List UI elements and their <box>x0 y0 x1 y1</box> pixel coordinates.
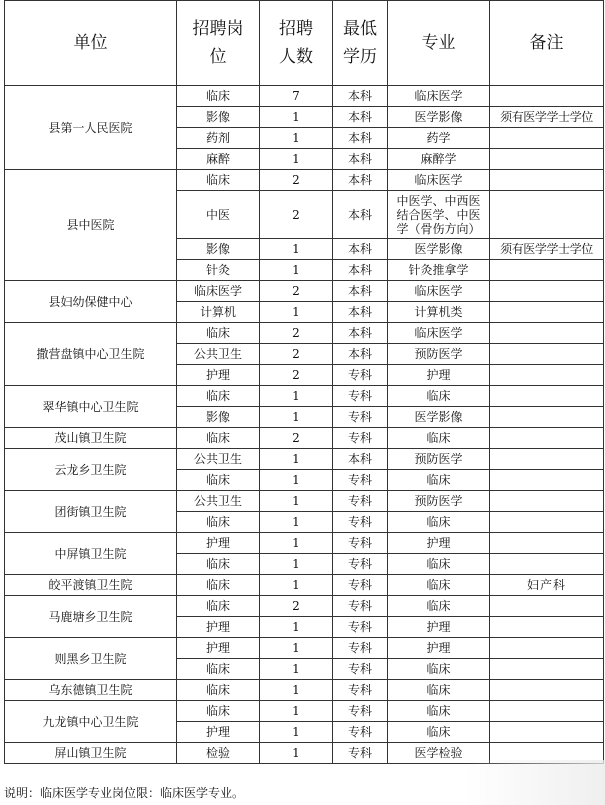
table-row <box>5 701 604 722</box>
major-cell: 预防医学 <box>388 449 490 470</box>
education-cell: 专科 <box>333 365 388 386</box>
post-cell: 护理 <box>177 638 260 659</box>
education-cell: 专科 <box>333 659 388 680</box>
education-cell: 专科 <box>333 617 388 638</box>
education-cell: 本科 <box>333 323 388 344</box>
note-cell <box>490 170 604 191</box>
major-cell: 临床 <box>388 470 490 491</box>
count-cell: 2 <box>260 344 333 365</box>
major-cell: 临床医学 <box>388 86 490 107</box>
education-cell: 专科 <box>333 575 388 596</box>
major-cell: 预防医学 <box>388 491 490 512</box>
education-cell: 本科 <box>333 239 388 260</box>
table-row <box>5 86 604 107</box>
count-cell: 2 <box>260 281 333 302</box>
major-cell: 预防医学 <box>388 344 490 365</box>
note-cell <box>490 86 604 107</box>
table-row <box>5 386 604 407</box>
count-cell: 1 <box>260 128 333 149</box>
unit-cell: 则黑乡卫生院 <box>5 638 177 680</box>
table-row <box>5 638 604 659</box>
count-cell: 1 <box>260 617 333 638</box>
post-cell: 临床 <box>177 554 260 575</box>
major-cell: 临床 <box>388 701 490 722</box>
note-cell <box>490 638 604 659</box>
education-cell: 本科 <box>333 86 388 107</box>
education-cell: 本科 <box>333 302 388 323</box>
post-cell: 临床 <box>177 428 260 449</box>
count-cell: 1 <box>260 107 333 128</box>
post-cell: 公共卫生 <box>177 491 260 512</box>
major-cell: 护理 <box>388 533 490 554</box>
post-cell: 护理 <box>177 365 260 386</box>
header-count: 招聘人数 <box>260 1 333 86</box>
count-cell: 1 <box>260 491 333 512</box>
unit-cell: 撒营盘镇中心卫生院 <box>5 323 177 386</box>
post-cell: 中医 <box>177 191 260 239</box>
major-cell: 护理 <box>388 617 490 638</box>
education-cell: 专科 <box>333 596 388 617</box>
major-cell: 计算机类 <box>388 302 490 323</box>
table-row <box>5 680 604 701</box>
note-cell <box>490 149 604 170</box>
post-cell: 临床 <box>177 386 260 407</box>
count-cell: 1 <box>260 659 333 680</box>
note-cell <box>490 128 604 149</box>
post-cell: 针灸 <box>177 260 260 281</box>
post-cell: 检验 <box>177 743 260 764</box>
table-row <box>5 323 604 344</box>
post-cell: 临床 <box>177 701 260 722</box>
count-cell: 7 <box>260 86 333 107</box>
education-cell: 专科 <box>333 512 388 533</box>
note-cell <box>490 428 604 449</box>
count-cell: 1 <box>260 533 333 554</box>
unit-cell: 县第一人民医院 <box>5 86 177 170</box>
note-cell: 须有医学学士学位 <box>490 107 604 128</box>
count-cell: 1 <box>260 407 333 428</box>
post-cell: 临床 <box>177 659 260 680</box>
post-cell: 临床医学 <box>177 281 260 302</box>
count-cell: 2 <box>260 365 333 386</box>
major-cell: 临床医学 <box>388 323 490 344</box>
education-cell: 本科 <box>333 149 388 170</box>
education-cell: 本科 <box>333 281 388 302</box>
count-cell: 1 <box>260 701 333 722</box>
education-cell: 专科 <box>333 680 388 701</box>
major-cell: 临床 <box>388 386 490 407</box>
note-cell <box>490 386 604 407</box>
note-cell <box>490 722 604 743</box>
unit-cell: 县妇幼保健中心 <box>5 281 177 323</box>
note-cell <box>490 617 604 638</box>
unit-cell: 县中医院 <box>5 170 177 281</box>
table-row <box>5 491 604 512</box>
education-cell: 专科 <box>333 743 388 764</box>
education-cell: 本科 <box>333 128 388 149</box>
unit-cell: 九龙镇中心卫生院 <box>5 701 177 743</box>
major-cell: 中医学、中西医结合医学、中医学（骨伤方向） <box>388 191 490 239</box>
count-cell: 2 <box>260 596 333 617</box>
note-cell <box>490 260 604 281</box>
note-cell <box>490 407 604 428</box>
major-cell: 针灸推拿学 <box>388 260 490 281</box>
count-cell: 1 <box>260 638 333 659</box>
post-cell: 临床 <box>177 512 260 533</box>
header-education: 最低学历 <box>333 1 388 86</box>
major-cell: 临床 <box>388 554 490 575</box>
post-cell: 临床 <box>177 86 260 107</box>
note-cell <box>490 512 604 533</box>
unit-cell: 茂山镇卫生院 <box>5 428 177 449</box>
note-cell <box>490 191 604 239</box>
major-cell: 临床 <box>388 680 490 701</box>
post-cell: 护理 <box>177 722 260 743</box>
count-cell: 1 <box>260 722 333 743</box>
education-cell: 专科 <box>333 533 388 554</box>
header-unit: 单位 <box>5 1 177 86</box>
table-body <box>5 86 604 764</box>
note-cell: 妇产科 <box>490 575 604 596</box>
count-cell: 1 <box>260 554 333 575</box>
post-cell: 临床 <box>177 680 260 701</box>
count-cell: 1 <box>260 575 333 596</box>
major-cell: 护理 <box>388 638 490 659</box>
major-cell: 临床 <box>388 512 490 533</box>
major-cell: 临床医学 <box>388 281 490 302</box>
education-cell: 本科 <box>333 170 388 191</box>
unit-cell: 中屏镇卫生院 <box>5 533 177 575</box>
major-cell: 医学影像 <box>388 407 490 428</box>
unit-cell: 团街镇卫生院 <box>5 491 177 533</box>
education-cell: 专科 <box>333 386 388 407</box>
note-cell <box>490 491 604 512</box>
post-cell: 临床 <box>177 323 260 344</box>
count-cell: 2 <box>260 323 333 344</box>
major-cell: 临床 <box>388 596 490 617</box>
post-cell: 临床 <box>177 575 260 596</box>
recruitment-table <box>4 0 604 764</box>
post-cell: 药剂 <box>177 128 260 149</box>
post-cell: 临床 <box>177 596 260 617</box>
header-post: 招聘岗位 <box>177 1 260 86</box>
major-cell: 护理 <box>388 365 490 386</box>
table-header-row <box>5 1 604 86</box>
major-cell: 医学检验 <box>388 743 490 764</box>
education-cell: 本科 <box>333 107 388 128</box>
post-cell: 公共卫生 <box>177 344 260 365</box>
post-cell: 影像 <box>177 407 260 428</box>
post-cell: 临床 <box>177 470 260 491</box>
post-cell: 计算机 <box>177 302 260 323</box>
note-cell <box>490 680 604 701</box>
post-cell: 公共卫生 <box>177 449 260 470</box>
table-row <box>5 575 604 596</box>
unit-cell: 乌东德镇卫生院 <box>5 680 177 701</box>
header-note: 备注 <box>490 1 604 86</box>
post-cell: 临床 <box>177 170 260 191</box>
note-cell <box>490 596 604 617</box>
major-cell: 医学影像 <box>388 107 490 128</box>
note-cell <box>490 323 604 344</box>
note-cell <box>490 344 604 365</box>
unit-cell: 屏山镇卫生院 <box>5 743 177 764</box>
post-cell: 护理 <box>177 533 260 554</box>
education-cell: 专科 <box>333 638 388 659</box>
note-cell <box>490 743 604 764</box>
major-cell: 临床 <box>388 428 490 449</box>
education-cell: 专科 <box>333 554 388 575</box>
unit-cell: 翠华镇中心卫生院 <box>5 386 177 428</box>
table-row <box>5 596 604 617</box>
count-cell: 2 <box>260 191 333 239</box>
major-cell: 临床医学 <box>388 170 490 191</box>
unit-cell: 云龙乡卫生院 <box>5 449 177 491</box>
post-cell: 影像 <box>177 239 260 260</box>
post-cell: 护理 <box>177 617 260 638</box>
count-cell: 1 <box>260 386 333 407</box>
table-row <box>5 170 604 191</box>
count-cell: 1 <box>260 512 333 533</box>
education-cell: 专科 <box>333 407 388 428</box>
education-cell: 专科 <box>333 722 388 743</box>
note-cell <box>490 470 604 491</box>
table-row <box>5 449 604 470</box>
major-cell: 临床 <box>388 722 490 743</box>
footnote: 说明：临床医学专业岗位限：临床医学专业。 <box>4 786 245 800</box>
major-cell: 临床 <box>388 575 490 596</box>
education-cell: 本科 <box>333 191 388 239</box>
note-cell <box>490 281 604 302</box>
count-cell: 1 <box>260 260 333 281</box>
note-cell <box>490 365 604 386</box>
note-cell <box>490 659 604 680</box>
education-cell: 本科 <box>333 260 388 281</box>
count-cell: 1 <box>260 743 333 764</box>
education-cell: 专科 <box>333 428 388 449</box>
major-cell: 医学影像 <box>388 239 490 260</box>
count-cell: 2 <box>260 170 333 191</box>
major-cell: 临床 <box>388 659 490 680</box>
header-major: 专业 <box>388 1 490 86</box>
count-cell: 1 <box>260 449 333 470</box>
note-cell <box>490 701 604 722</box>
note-cell <box>490 554 604 575</box>
post-cell: 影像 <box>177 107 260 128</box>
note-cell: 须有医学学士学位 <box>490 239 604 260</box>
post-cell: 麻醉 <box>177 149 260 170</box>
note-cell <box>490 302 604 323</box>
recruitment-table-container <box>4 0 603 764</box>
education-cell: 本科 <box>333 344 388 365</box>
table-row <box>5 428 604 449</box>
major-cell: 麻醉学 <box>388 149 490 170</box>
education-cell: 本科 <box>333 449 388 470</box>
major-cell: 药学 <box>388 128 490 149</box>
table-row <box>5 533 604 554</box>
table-row <box>5 281 604 302</box>
count-cell: 2 <box>260 428 333 449</box>
table-row <box>5 743 604 764</box>
unit-cell: 皎平渡镇卫生院 <box>5 575 177 596</box>
education-cell: 专科 <box>333 470 388 491</box>
note-cell <box>490 533 604 554</box>
note-cell <box>490 449 604 470</box>
count-cell: 1 <box>260 680 333 701</box>
count-cell: 1 <box>260 470 333 491</box>
count-cell: 1 <box>260 239 333 260</box>
count-cell: 1 <box>260 302 333 323</box>
education-cell: 专科 <box>333 491 388 512</box>
education-cell: 专科 <box>333 701 388 722</box>
unit-cell: 马鹿塘乡卫生院 <box>5 596 177 638</box>
corner-shadow <box>465 760 605 805</box>
count-cell: 1 <box>260 149 333 170</box>
